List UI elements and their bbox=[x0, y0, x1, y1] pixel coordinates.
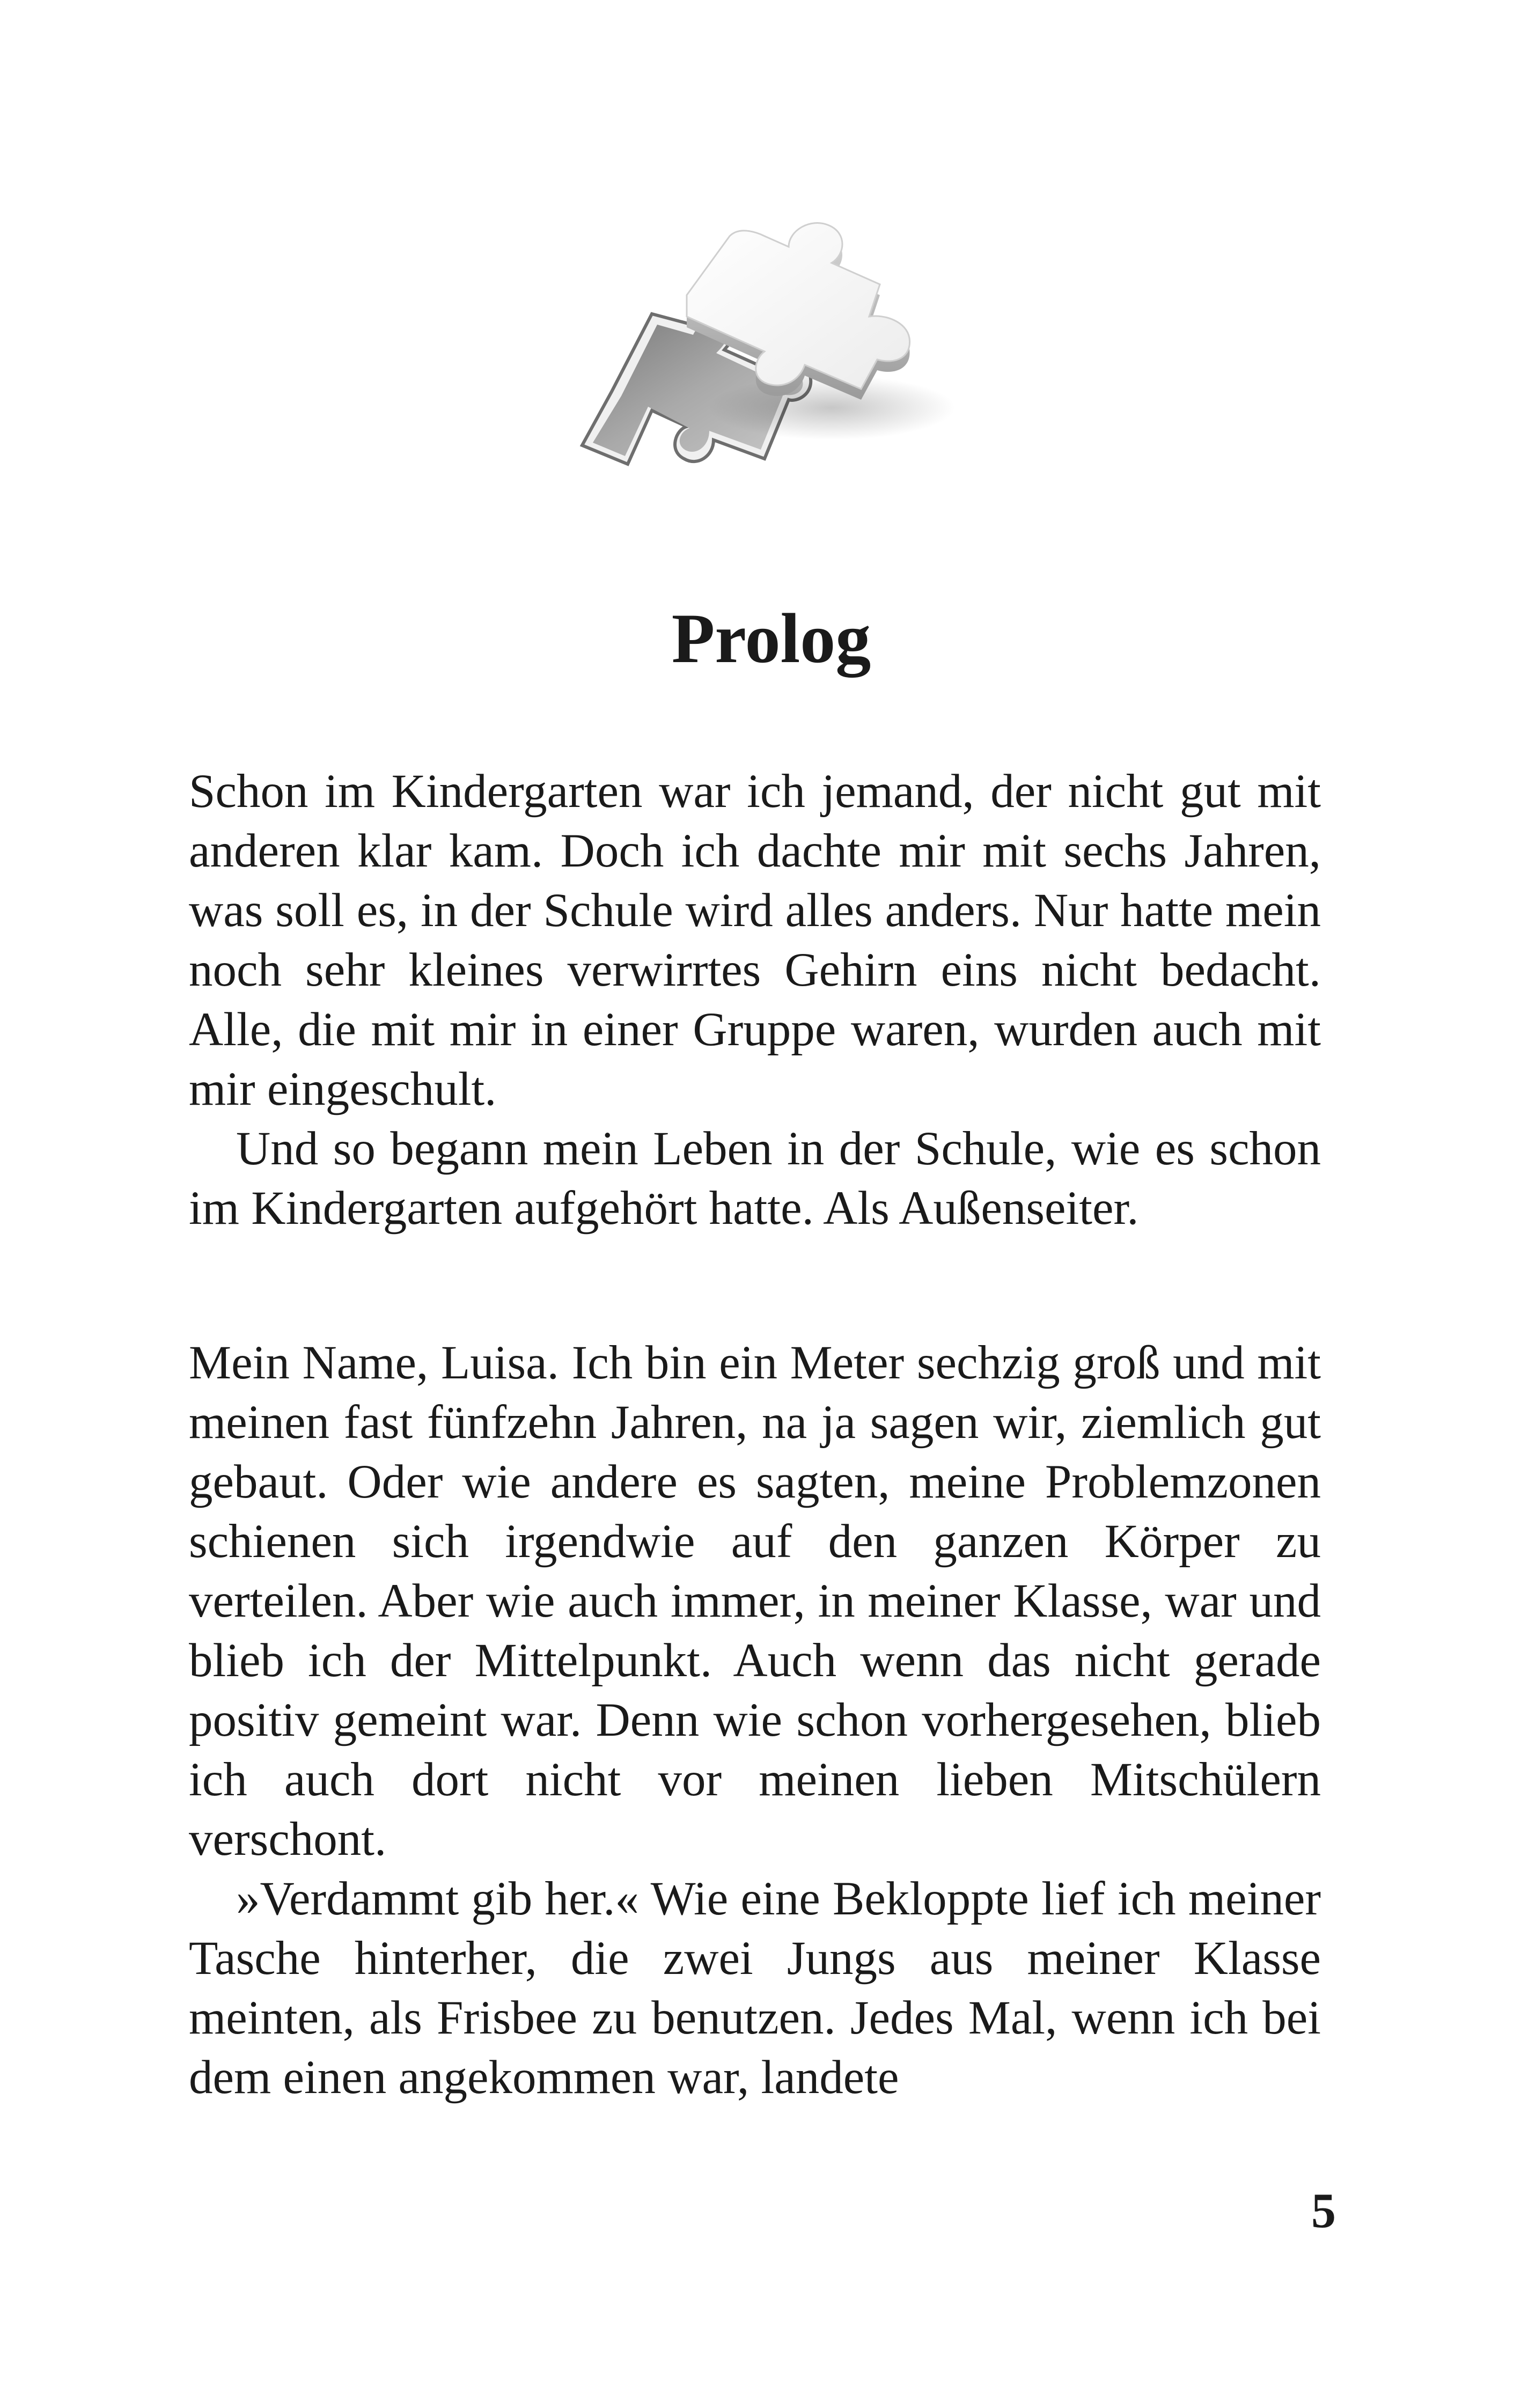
paragraph: Mein Name, Luisa. Ich bin ein Meter sechzig groß und mit meinen fast fünfzehn Jahren, na ja sagen wir, ziemlich gut gebaut. Oder wie andere es sagten, meine Problemzonen schienen sich irgendwie auf den ganzen Körper zu verteilen. Aber wie auch immer, in meiner Klasse, war und blieb ich der Mittelpunkt. Auch wenn das nicht gerade positiv gemeint war. Denn wie schon vorhergesehen, blieb ich auch dort nicht vor meinen lieben Mitschülern verschont. bbox=[189, 1337, 1321, 1866]
paragraph: Und so begann mein Leben in der Schule, wie es schon im Kindergarten aufgehört hatte. Als Außenseiter. bbox=[189, 1122, 1321, 1235]
paragraph: »Verdammt gib her.« Wie eine Bekloppte lief ich meiner Tasche hinterher, die zwei Jungs aus meiner Klasse meinten, als Frisbee zu benutzen. Jedes Mal, wenn ich bei dem einen angekommen war, landete bbox=[189, 1873, 1321, 2104]
puzzle-piece-icon bbox=[553, 215, 971, 579]
chapter-title: Prolog bbox=[671, 599, 871, 678]
text-section bbox=[189, 1333, 1321, 2108]
paragraph: Schon im Kindergarten war ich jemand, der nicht gut mit anderen klar kam. Doch ich dachte mir mit sechs Jahren, was soll es, in der Schule wird alles anders. Nur hatte mein noch sehr kleines verwirrtes Gehirn eins nicht bedacht. Alle, die mit mir in einer Gruppe waren, wurden auch mit mir eingeschult. bbox=[189, 765, 1321, 1115]
page-number: 5 bbox=[1311, 2183, 1336, 2238]
text-section bbox=[189, 762, 1321, 1238]
